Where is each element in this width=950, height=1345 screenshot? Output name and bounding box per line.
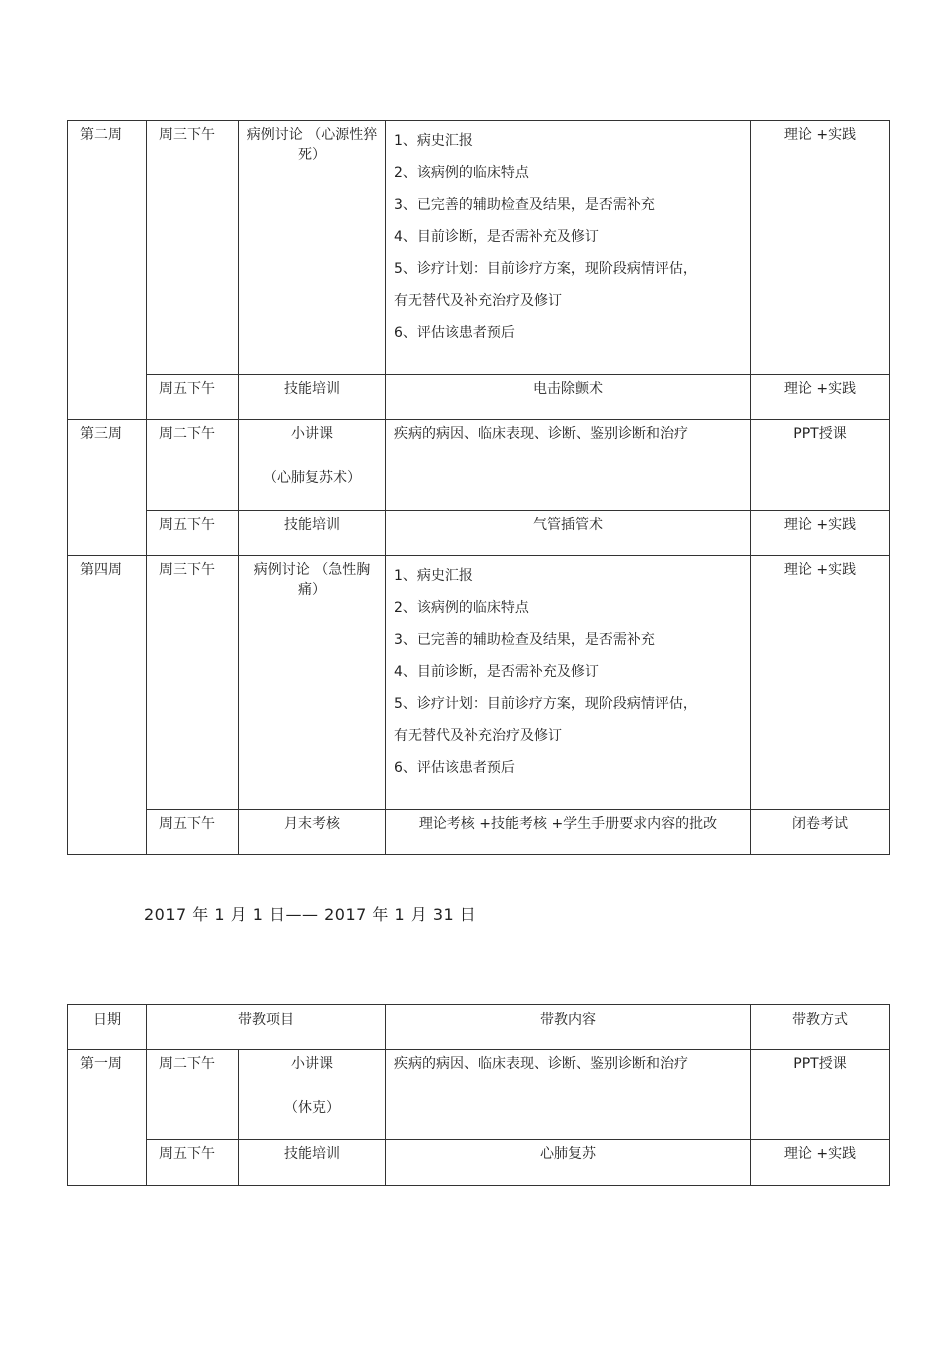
content-cell bbox=[386, 121, 751, 375]
project-line: 小讲课 bbox=[291, 1056, 333, 1072]
project-cell: 病例讨论 （心源性猝死） bbox=[239, 121, 386, 375]
method-cell: PPT授课 bbox=[751, 420, 890, 511]
method-cell: PPT授课 bbox=[751, 1050, 890, 1140]
content-line: 3、已完善的辅助检查及结果，是否需补充 bbox=[394, 197, 655, 213]
content-line: 5、诊疗计划：目前诊疗方案，现阶段病情评估， bbox=[394, 261, 697, 277]
table-row bbox=[68, 511, 890, 556]
content-line: 3、已完善的辅助检查及结果，是否需补充 bbox=[394, 632, 655, 648]
project-line: （心肺复苏术） bbox=[263, 470, 361, 486]
content-line: 6、评估该患者预后 bbox=[394, 325, 515, 341]
content-line: 6、评估该患者预后 bbox=[394, 760, 515, 776]
schedule-table-2 bbox=[67, 1004, 890, 1186]
method-cell: 理论 +实践 bbox=[751, 511, 890, 556]
method-cell: 理论 +实践 bbox=[751, 121, 890, 375]
project-cell bbox=[239, 1050, 386, 1140]
method-cell: 理论 +实践 bbox=[751, 556, 890, 810]
content-line: 有无替代及补充治疗及修订 bbox=[394, 728, 562, 744]
content-cell: 电击除颤术 bbox=[386, 375, 751, 420]
content-line: 1、病史汇报 bbox=[394, 133, 473, 149]
project-cell: 技能培训 bbox=[239, 511, 386, 556]
content-line: 5、诊疗计划：目前诊疗方案，现阶段病情评估， bbox=[394, 696, 697, 712]
header-content: 带教内容 bbox=[386, 1005, 751, 1050]
day-cell: 周二下午 bbox=[147, 420, 239, 511]
table-row bbox=[68, 375, 890, 420]
header-project: 带教项目 bbox=[147, 1005, 386, 1050]
table-row bbox=[68, 1050, 890, 1140]
project-cell: 技能培训 bbox=[239, 1140, 386, 1186]
content-line: 有无替代及补充治疗及修订 bbox=[394, 293, 562, 309]
content-line: 2、该病例的临床特点 bbox=[394, 165, 529, 181]
table-row bbox=[68, 810, 890, 855]
project-cell bbox=[239, 420, 386, 511]
content-cell bbox=[386, 556, 751, 810]
project-line: 小讲课 bbox=[291, 426, 333, 442]
day-cell: 周五下午 bbox=[147, 810, 239, 855]
header-method: 带教方式 bbox=[751, 1005, 890, 1050]
content-line: 1、病史汇报 bbox=[394, 568, 473, 584]
header-date: 日期 bbox=[68, 1005, 147, 1050]
table-row bbox=[68, 556, 890, 810]
table-row bbox=[68, 420, 890, 511]
week-cell: 第一周 bbox=[68, 1050, 147, 1186]
project-cell: 月末考核 bbox=[239, 810, 386, 855]
content-line: 2、该病例的临床特点 bbox=[394, 600, 529, 616]
table-row bbox=[68, 1140, 890, 1186]
table-header-row bbox=[68, 1005, 890, 1050]
schedule-table-1 bbox=[67, 120, 890, 855]
method-cell: 理论 +实践 bbox=[751, 375, 890, 420]
content-line: 4、目前诊断，是否需补充及修订 bbox=[394, 664, 599, 680]
content-cell: 理论考核 +技能考核 +学生手册要求内容的批改 bbox=[386, 810, 751, 855]
table-row bbox=[68, 121, 890, 375]
date-range-heading: 2017 年 1 月 1 日—— 2017 年 1 月 31 日 bbox=[144, 905, 477, 924]
day-cell: 周五下午 bbox=[147, 1140, 239, 1186]
day-cell: 周三下午 bbox=[147, 121, 239, 375]
week-cell: 第三周 bbox=[68, 420, 147, 556]
content-cell: 疾病的病因、临床表现、诊断、鉴别诊断和治疗 bbox=[386, 420, 751, 511]
content-cell: 疾病的病因、临床表现、诊断、鉴别诊断和治疗 bbox=[386, 1050, 751, 1140]
day-cell: 周五下午 bbox=[147, 375, 239, 420]
project-cell: 技能培训 bbox=[239, 375, 386, 420]
project-line: （休克） bbox=[284, 1100, 340, 1116]
day-cell: 周三下午 bbox=[147, 556, 239, 810]
week-cell: 第四周 bbox=[68, 556, 147, 855]
method-cell: 理论 +实践 bbox=[751, 1140, 890, 1186]
content-cell: 心肺复苏 bbox=[386, 1140, 751, 1186]
content-cell: 气管插管术 bbox=[386, 511, 751, 556]
day-cell: 周五下午 bbox=[147, 511, 239, 556]
method-cell: 闭卷考试 bbox=[751, 810, 890, 855]
day-cell: 周二下午 bbox=[147, 1050, 239, 1140]
content-line: 4、目前诊断，是否需补充及修订 bbox=[394, 229, 599, 245]
week-cell: 第二周 bbox=[68, 121, 147, 420]
project-cell: 病例讨论 （急性胸痛） bbox=[239, 556, 386, 810]
